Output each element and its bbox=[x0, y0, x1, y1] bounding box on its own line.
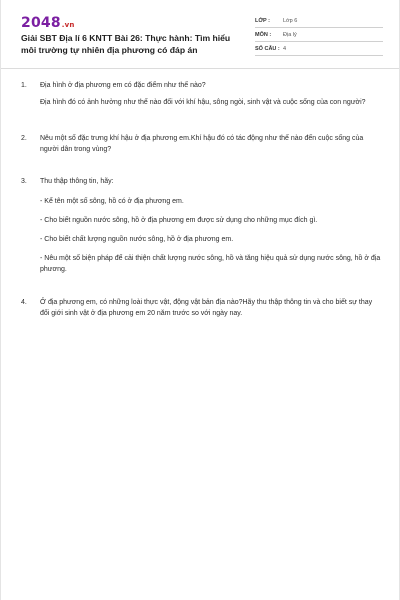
question-list bbox=[21, 80, 381, 319]
meta-row-subject bbox=[255, 28, 383, 42]
meta-value: Lớp 6 bbox=[283, 17, 298, 24]
question-bullet: - Nêu một số biện pháp để cải thiện chất lượng nước sông, hồ và tăng hiệu quả sử dụng nước sông, hồ ở địa phương. bbox=[40, 255, 381, 273]
meta-label: MÔN : bbox=[255, 31, 272, 38]
question-body bbox=[40, 176, 381, 275]
question-text: Nêu một số đặc trưng khí hậu ở địa phương em.Khí hậu đó có tác động như thế nào đến cuộc sống của người dân trong vùng? bbox=[40, 135, 364, 153]
question-body bbox=[40, 80, 381, 108]
question-text: Thu thập thông tin, hãy: bbox=[40, 178, 114, 185]
meta-value: Địa lý bbox=[283, 31, 297, 38]
question-subtext: Địa hình đó có ảnh hưởng như thế nào đối với khí hậu, sông ngòi, sinh vật và cuộc sống của con người? bbox=[40, 99, 366, 106]
question-item bbox=[21, 297, 381, 319]
question-text: Địa hình ở địa phương em có đặc điểm như thế nào? bbox=[40, 82, 206, 89]
meta-label: LỚP : bbox=[255, 17, 270, 24]
meta-row-question-count bbox=[255, 42, 383, 56]
meta-row-class bbox=[255, 14, 383, 28]
logo-suffix-text: .vn bbox=[61, 21, 75, 29]
site-logo[interactable] bbox=[21, 15, 75, 31]
question-text: Ở địa phương em, có những loài thực vật, động vật bản địa nào?Hãy thu thập thông tin và cho biết sự thay đổi giới sinh vật ở địa phương em 20 năm trước so với ngày nay. bbox=[40, 299, 373, 317]
question-bullet: - Kể tên một số sông, hồ có ở địa phương em. bbox=[40, 198, 184, 205]
question-number: 1. bbox=[21, 82, 27, 89]
question-number: 3. bbox=[21, 178, 27, 185]
question-item bbox=[21, 80, 381, 108]
meta-value: 4 bbox=[283, 45, 287, 52]
document-meta bbox=[255, 14, 383, 56]
logo-main-text: 2048 bbox=[21, 15, 61, 31]
question-body bbox=[40, 133, 381, 155]
question-body bbox=[40, 297, 381, 319]
meta-label: SỐ CÂU : bbox=[255, 45, 280, 52]
question-bullet: - Cho biết nguồn nước sông, hồ ở địa phương em được sử dụng cho những mục đích gì. bbox=[40, 217, 318, 224]
question-bullet-list bbox=[40, 196, 381, 275]
document-title: Giải SBT Địa lí 6 KNTT Bài 26: Thực hành: Tìm hiểu môi trường tự nhiên địa phương có đáp án bbox=[21, 33, 231, 55]
question-number: 2. bbox=[21, 135, 27, 142]
question-item bbox=[21, 176, 381, 275]
document-header bbox=[1, 0, 399, 69]
question-bullet: - Cho biết chất lượng nguồn nước sông, hồ ở địa phương em. bbox=[40, 236, 234, 243]
question-number: 4. bbox=[21, 299, 27, 306]
question-item bbox=[21, 133, 381, 155]
